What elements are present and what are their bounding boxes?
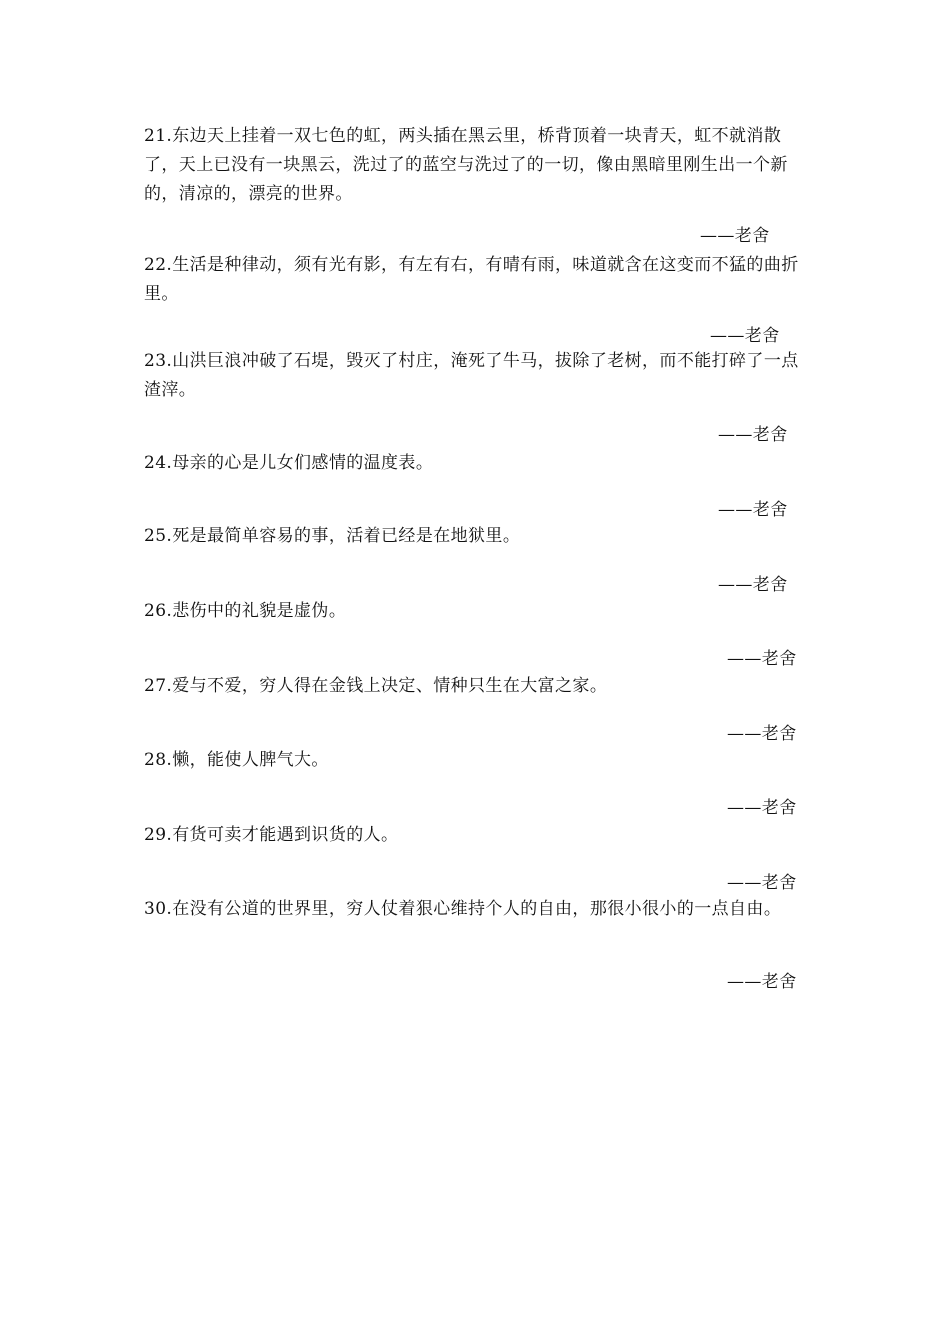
quote-attribution: ——老舍 bbox=[718, 500, 788, 520]
quote-text: 24.母亲的心是儿女们感情的温度表。 bbox=[144, 453, 434, 473]
quote-28 bbox=[144, 746, 808, 775]
quote-21 bbox=[144, 122, 808, 209]
quote-text: 27.爱与不爱，穷人得在金钱上决定、情种只生在大富之家。 bbox=[144, 676, 608, 696]
quote-24 bbox=[144, 449, 808, 478]
quote-attribution: ——老舍 bbox=[718, 425, 788, 445]
quote-attribution: ——老舍 bbox=[718, 575, 788, 595]
quote-23 bbox=[144, 347, 808, 405]
quote-attribution: ——老舍 bbox=[727, 873, 797, 893]
quote-text: 21.东边天上挂着一双七色的虹，两头插在黑云里，桥背顶着一块青天，虹不就消散了，天上已没有一块黑云，洗过了的蓝空与洗过了的一切，像由黑暗里刚生出一个新的，清凉的，漂亮的世界。 bbox=[144, 126, 788, 204]
quote-attribution: ——老舍 bbox=[727, 724, 797, 744]
quote-text: 25.死是最简单容易的事，活着已经是在地狱里。 bbox=[144, 526, 521, 546]
quote-text: 22.生活是种律动，须有光有影，有左有右，有晴有雨，味道就含在这变而不猛的曲折里。 bbox=[144, 255, 799, 304]
quote-26 bbox=[144, 597, 808, 626]
quote-attribution: ——老舍 bbox=[727, 649, 797, 669]
quote-30 bbox=[144, 895, 808, 924]
quote-text: 28.懒，能使人脾气大。 bbox=[144, 750, 329, 770]
quote-text: 29.有货可卖才能遇到识货的人。 bbox=[144, 825, 399, 845]
quote-text: 30.在没有公道的世界里，穷人仗着狠心维持个人的自由，那很小很小的一点自由。 bbox=[144, 899, 782, 919]
quote-attribution: ——老舍 bbox=[727, 972, 797, 992]
quote-attribution: ——老舍 bbox=[700, 226, 770, 246]
quote-text: 26.悲伤中的礼貌是虚伪。 bbox=[144, 601, 347, 621]
quote-attribution: ——老舍 bbox=[710, 326, 780, 346]
quote-29 bbox=[144, 821, 808, 850]
quote-22 bbox=[144, 251, 808, 309]
quote-27 bbox=[144, 672, 808, 701]
quote-text: 23.山洪巨浪冲破了石堤，毁灭了村庄，淹死了牛马，拔除了老树，而不能打碎了一点渣滓。 bbox=[144, 351, 799, 400]
quote-attribution: ——老舍 bbox=[727, 798, 797, 818]
quote-25 bbox=[144, 522, 808, 551]
